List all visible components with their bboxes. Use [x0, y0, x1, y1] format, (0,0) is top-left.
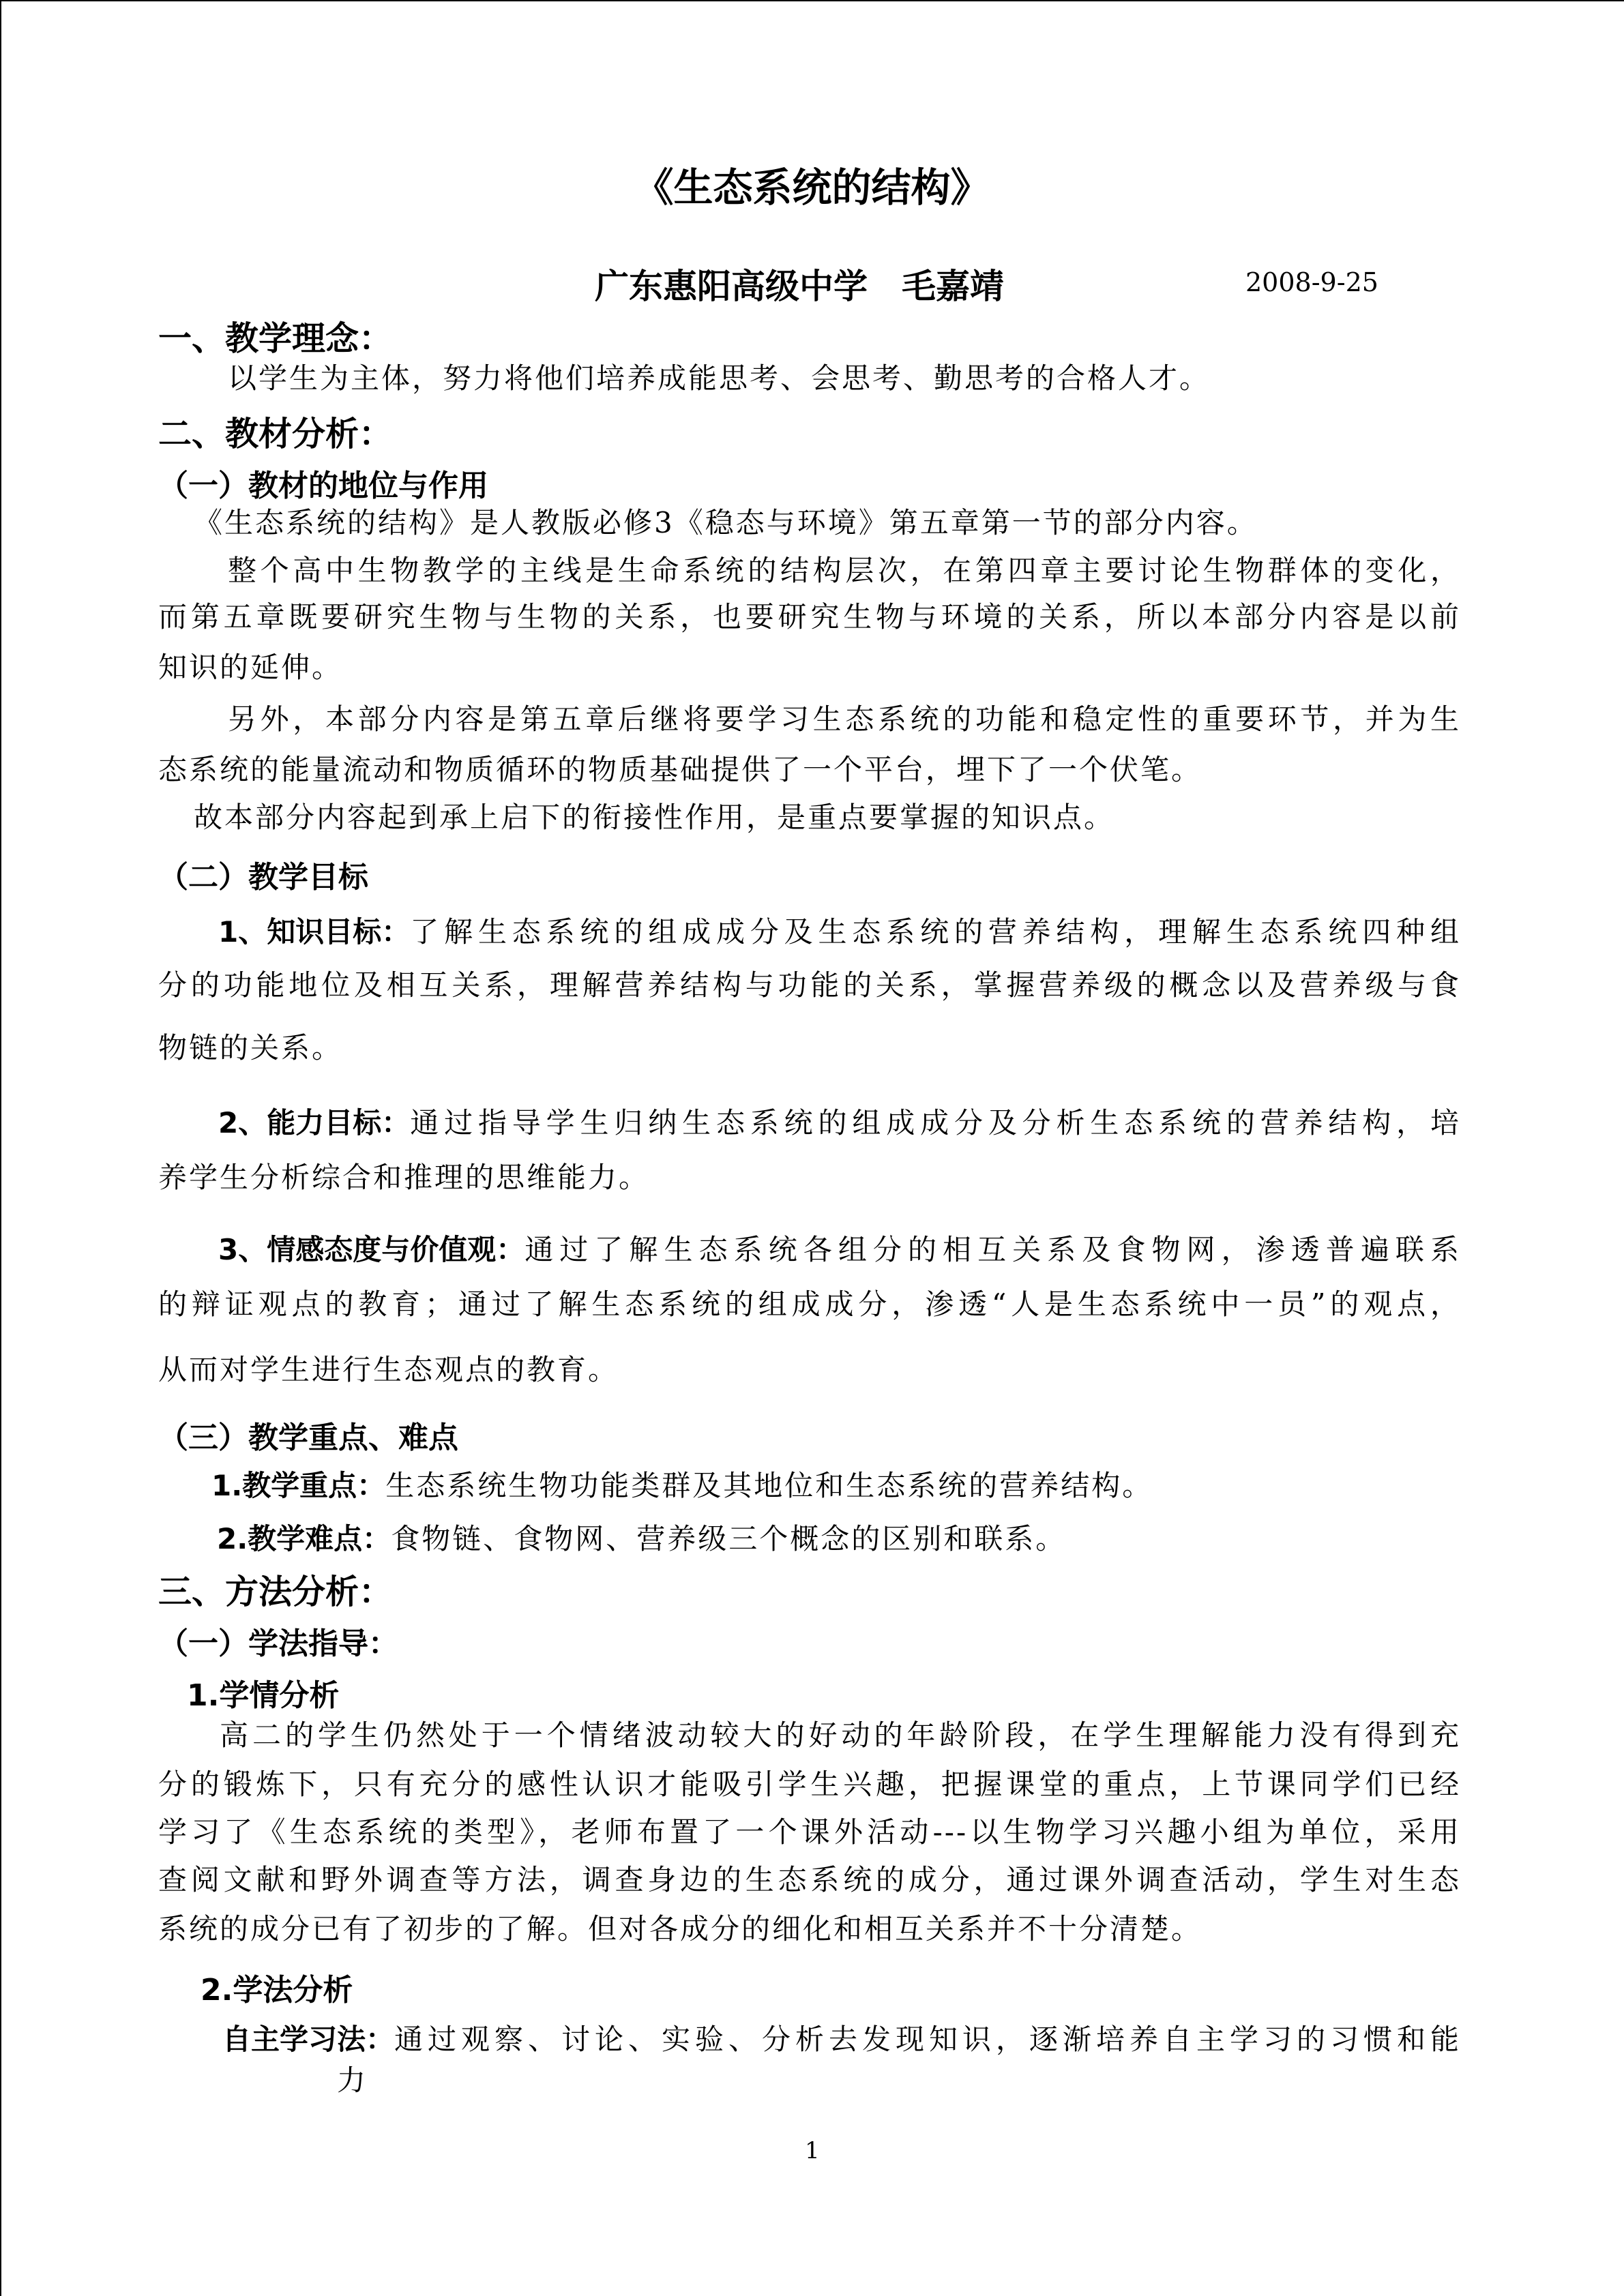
sub1-paragraph-2-line-3: 知识的延伸。	[158, 651, 343, 684]
self-study-text: 通过观察、讨论、实验、分析去发现知识，逐渐培养自主学习的习惯和能	[394, 2023, 1461, 2056]
section2-heading: 二、教材分析：	[158, 415, 393, 453]
goal3-label: 3、情感态度与价值观：	[218, 1233, 525, 1266]
goal3-line-3: 从而对学生进行生态观点的教育。	[158, 1353, 619, 1386]
sub3-heading: （三）教学重点、难点	[158, 1420, 458, 1455]
key-point-text: 生态系统生物功能类群及其地位和生态系统的营养结构。	[385, 1469, 1153, 1502]
section3-sub1-heading: （一）学法指导：	[158, 1626, 398, 1661]
sub1-paragraph-3-line-1: 另外，本部分内容是第五章后继将要学习生态系统的功能和稳定性的重要环节，并为生	[228, 702, 1461, 736]
goal1-label: 1、知识目标：	[218, 915, 411, 949]
sub1-paragraph-2-line-2: 而第五章既要研究生物与生物的关系，也要研究生物与环境的关系，所以本部分内容是以前	[158, 600, 1461, 633]
situation-line-3: 学习了《生态系统的类型》，老师布置了一个课外活动---以生物学习兴趣小组为单位，采用	[158, 1815, 1461, 1849]
difficulty-label: 2.教学难点：	[217, 1522, 392, 1555]
goal1-line-1	[218, 910, 1461, 951]
key-point-label: 1.教学重点：	[211, 1469, 386, 1502]
sub2-heading: （二）教学目标	[158, 860, 368, 895]
difficulty-line	[217, 1517, 1066, 1557]
goal2-line-1	[218, 1101, 1461, 1142]
section3-heading: 三、方法分析：	[158, 1572, 393, 1611]
document-title: 《生态系统的结构》	[634, 164, 990, 211]
sub1-paragraph-4: 故本部分内容起到承上启下的衔接性作用，是重点要掌握的知识点。	[194, 801, 1115, 834]
situation-heading: 1.学情分析	[187, 1678, 340, 1713]
document-date: 2008-9-25	[1245, 267, 1378, 297]
goal1-text: 了解生态系统的组成成分及生态系统的营养结构，理解生态系统四种组	[410, 915, 1461, 949]
goal2-label: 2、能力目标：	[218, 1106, 411, 1139]
self-study-label: 自主学习法：	[222, 2023, 395, 2056]
goal3-line-2: 的辩证观点的教育；通过了解生态系统的组成成分，渗透“人是生态系统中一员”的观点，	[158, 1287, 1461, 1321]
goal3-line-1	[218, 1227, 1461, 1268]
difficulty-text: 食物链、食物网、营养级三个概念的区别和联系。	[391, 1522, 1067, 1555]
goal2-text: 通过指导学生归纳生态系统的组成成分及分析生态系统的营养结构，培	[410, 1106, 1461, 1139]
sub1-paragraph-1: 《生态系统的结构》是人教版必修3《稳态与环境》第五章第一节的部分内容。	[194, 506, 1258, 539]
goal3-text: 通过了解生态系统各组分的相互关系及食物网，渗透普遍联系	[525, 1233, 1461, 1266]
key-point-line	[211, 1463, 1153, 1504]
sub1-paragraph-3-line-2: 态系统的能量流动和物质循环的物质基础提供了一个平台，埋下了一个伏笔。	[158, 753, 1202, 786]
sub1-paragraph-2-line-1: 整个高中生物教学的主线是生命系统的结构层次，在第四章主要讨论生物群体的变化，	[228, 554, 1461, 587]
situation-line-5: 系统的成分已有了初步的了解。但对各成分的细化和相互关系并不十分清楚。	[158, 1912, 1202, 1945]
situation-line-4: 查阅文献和野外调查等方法，调查身边的生态系统的成分，通过课外调查活动，学生对生态	[158, 1863, 1461, 1896]
self-study-line-1	[222, 2017, 1461, 2058]
section1-text: 以学生为主体，努力将他们培养成能思考、会思考、勤思考的合格人才。	[228, 361, 1211, 395]
goal2-line-2: 养学生分析综合和推理的思维能力。	[158, 1161, 650, 1194]
page-number: 1	[805, 2137, 820, 2164]
author-line: 广东惠阳高级中学 毛嘉靖	[595, 267, 1004, 306]
goal1-line-2: 分的功能地位及相互关系，理解营养结构与功能的关系，掌握营养级的概念以及营养级与食	[158, 968, 1461, 1002]
situation-line-2: 分的锻炼下，只有充分的感性认识才能吸引学生兴趣，把握课堂的重点，上节课同学们已经	[158, 1768, 1461, 1801]
sub1-heading: （一）教材的地位与作用	[158, 468, 488, 503]
situation-line-1: 高二的学生仍然处于一个情绪波动较大的好动的年龄阶段，在学生理解能力没有得到充	[220, 1718, 1461, 1752]
self-study-line-2: 力	[337, 2063, 368, 2097]
method-heading: 2.学法分析	[201, 1973, 353, 2008]
section1-heading: 一、教学理念：	[158, 319, 393, 358]
goal1-line-3: 物链的关系。	[158, 1031, 343, 1064]
